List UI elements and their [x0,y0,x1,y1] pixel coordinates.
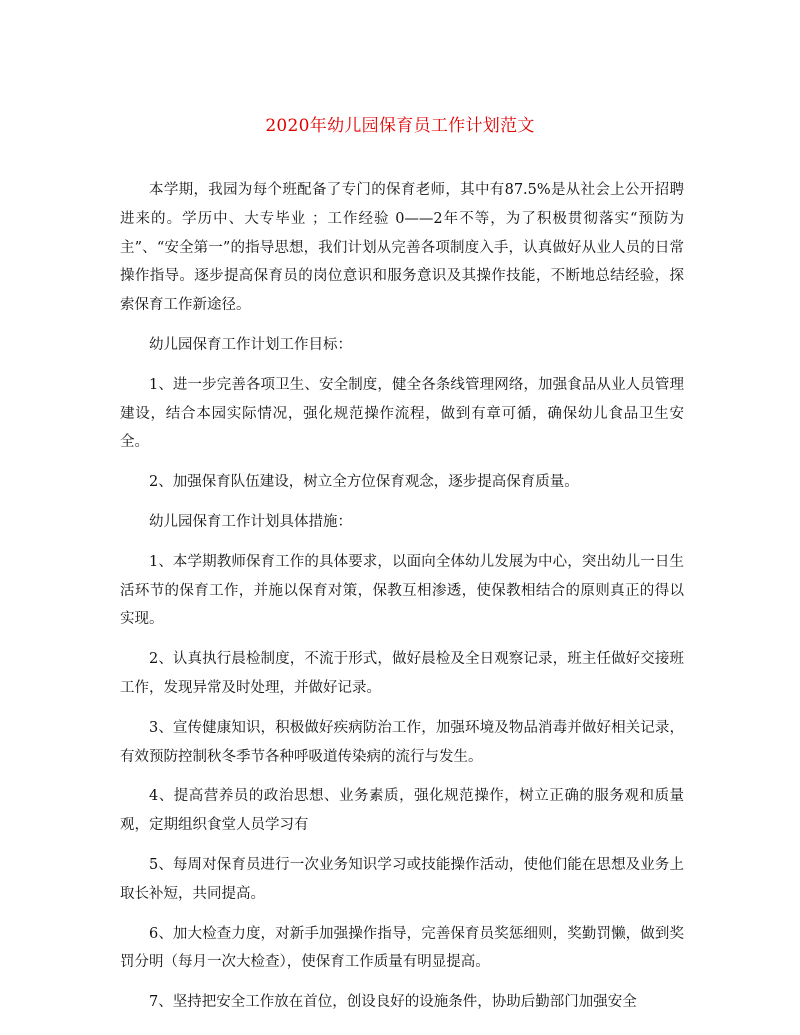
document-body [120,176,684,1028]
paragraph-measures-heading: 幼儿园保育工作计划具体措施： [149,513,352,530]
paragraph-measure-2: 2、认真执行晨检制度，不流于形式，做好晨检及全日观察记录，班主任做好交接班工作，发现异常及时处理，并做好记录。 [120,651,684,696]
paragraph-measure-6: 6、加大检查力度，对新手加强操作指导，完善保育员奖惩细则，奖勤罚懒，做到奖罚分明（每月一次大检查），使保育工作质量有明显提高。 [120,925,684,971]
paragraph-measure-5: 5、每周对保育员进行一次业务知识学习或技能操作活动，使他们能在思想及业务上取长补短，共同提高。 [120,856,684,902]
paragraph-measure-4: 4、提高营养员的政治思想、业务素质，强化规范操作，树立正确的服务观和质量观，定期组织食堂人员学习有 [120,788,684,834]
paragraph-goals-heading: 幼儿园保育工作计划工作目标： [149,336,352,353]
paragraph-measure-1: 1、本学期教师保育工作的具体要求，以面向全体幼儿发展为中心，突出幼儿一日生活环节的保育工作，并施以保育对策，保教互相渗透，使保教相结合的原则真正的得以实现。 [120,553,684,628]
document-title: 2020年幼儿园保育员工作计划范文 [265,116,535,136]
paragraph-goal-1: 1、进一步完善各项卫生、安全制度，健全各条线管理网络，加强食品从业人员管理建设，结合本园实际情况，强化规范操作流程，做到有章可循，确保幼儿食品卫生安全。 [120,376,684,451]
paragraph-goal-2: 2、加强保育队伍建设，树立全方位保育观念，逐步提高保育质量。 [149,474,579,491]
paragraph-intro: 本学期，我园为每个班配备了专门的保育老师，其中有87.5%是从社会上公开招聘进来的。学历中、大专毕业 ；工作经验 0——2年不等，为了积极贯彻落实“预防为主”、“安全第一”的指导思想，我们计划从完善各项制度入手，认真做好从业人员的日常操作指导。逐步提高保育员的岗位意识和服务意识及其操作技能，不断地总结经验，探索保育工作新途径。 [120,182,684,314]
paragraph-measure-3: 3、宣传健康知识，积极做好疾病防治工作，加强环境及物品消毒并做好相关记录，有效预防控制秋冬季节各种呼吸道传染病的流行与发生。 [120,719,684,765]
paragraph-measure-7: 7、坚持把安全工作放在首位，创设良好的设施条件，协助后勤部门加强安全 [149,994,637,1011]
